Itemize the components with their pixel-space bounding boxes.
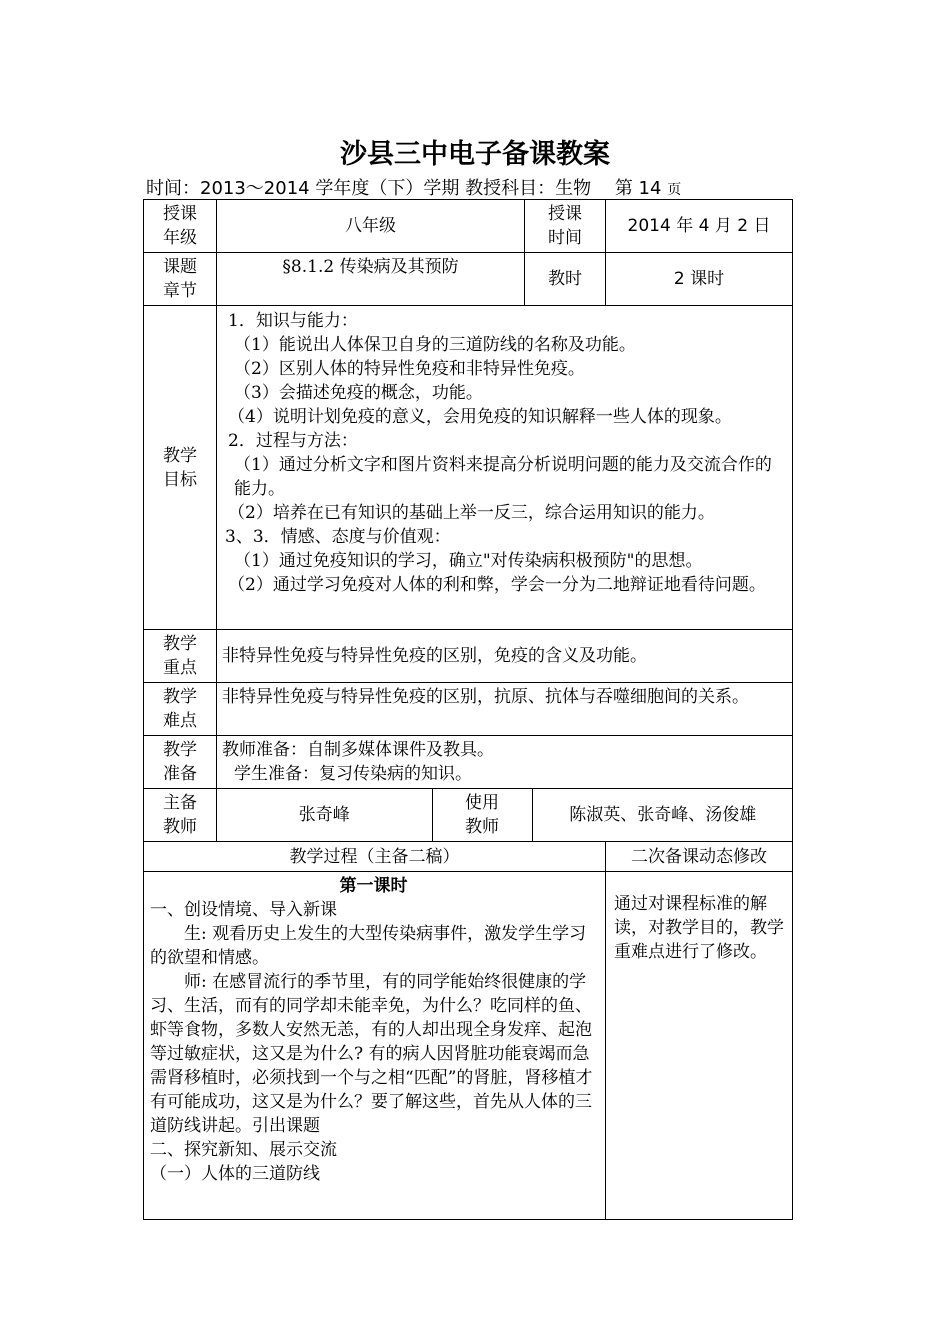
use-teacher-label: 使用 教师 <box>432 789 532 841</box>
objective-line: （1）能说出人体保卫自身的三道防线的名称及功能。 <box>234 335 636 355</box>
use-teacher-value: 陈淑英、张奇峰、汤俊雄 <box>532 789 793 841</box>
process-paragraph: 师: 在感冒流行的季节里，有的同学能始终很健康的学习、生活，而有的同学却未能幸免，为什么？吃同样的鱼、虾等食物，多数人安然无恙，有的人却出现全身发痒、起泡等过敏症状，这又是为什么? 有的病人因肾脏功能衰竭而急需肾移植时，必须找到一个与之相“匹配”的肾脏，肾移植才有可能成功，这又是为什么？要了解这些，首先从人体的三道防线讲起。引出课题 <box>150 972 593 1136</box>
subsection-heading: （一）人体的三道防线 <box>150 1164 320 1184</box>
document-header-line <box>146 174 806 200</box>
objectives-content <box>217 306 793 630</box>
objective-line: （3）会描述免疫的概念，功能。 <box>234 383 483 403</box>
header-page-num: 14 <box>638 178 662 199</box>
preparation-label: 教学 准备 <box>144 736 217 789</box>
difficulties-text: 非特异性免疫与特异性免疫的区别，抗原、抗体与吞噬细胞间的关系。 <box>217 683 793 736</box>
key-points-row <box>144 630 793 683</box>
hours-label: 教时 <box>525 253 606 306</box>
revision-header: 二次备课动态修改 <box>606 842 793 872</box>
hours-value: 2 课时 <box>606 253 793 306</box>
section-heading: 二、探究新知、展示交流 <box>150 1140 337 1160</box>
process-header: 教学过程（主备二稿） <box>144 842 606 872</box>
lesson-plan-table <box>143 199 793 1220</box>
objectives-label: 教学 目标 <box>144 306 217 630</box>
key-points-text: 非特异性免疫与特异性免疫的区别，免疫的含义及功能。 <box>217 630 793 683</box>
objective-line: （1）通过免疫知识的学习，确立"对传染病积极预防"的思想。 <box>234 551 703 571</box>
difficulties-label: 教学 难点 <box>144 683 217 736</box>
objective-line: （4）说明计划免疫的意义，会用免疫的知识解释一些人体的现象。 <box>228 407 732 427</box>
header-page-suffix: 页 <box>667 182 682 198</box>
objective-line: 3、3．情感、态度与价值观： <box>225 527 451 547</box>
process-row <box>144 872 793 1220</box>
lesson-title: 第一课时 <box>339 876 408 896</box>
chapter-value: §8.1.2 传染病及其预防 <box>217 253 525 306</box>
time-label: 授课 时间 <box>525 200 606 253</box>
difficulties-row <box>144 683 793 736</box>
grade-value: 八年级 <box>217 200 525 253</box>
section-heading: 一、创设情境、导入新课 <box>150 900 337 920</box>
main-teacher-value: 张奇峰 <box>217 789 432 841</box>
student-preparation: 学生准备：复习传染病的知识。 <box>234 764 472 784</box>
document-title: 沙县三中电子备课教案 <box>340 139 610 170</box>
objectives-row <box>144 306 793 630</box>
chapter-label: 课题 章节 <box>144 253 217 306</box>
key-points-label: 教学 重点 <box>144 630 217 683</box>
preparation-row <box>144 736 793 789</box>
grade-label: 授课 年级 <box>144 200 217 253</box>
objective-line: （2）区别人体的特异性免疫和非特异性免疫。 <box>234 359 585 379</box>
process-content <box>144 872 606 1220</box>
revision-content: 通过对课程标准的解读，对教学目的，教学重难点进行了修改。 <box>606 872 793 1220</box>
header-page-prefix: 第 <box>614 178 633 199</box>
grade-row <box>144 200 793 253</box>
process-header-row <box>144 842 793 872</box>
main-teacher-label: 主备 教师 <box>144 789 217 842</box>
chapter-row <box>144 253 793 306</box>
objective-line: 1．知识与能力： <box>228 311 358 331</box>
objective-line: 2．过程与方法： <box>228 431 358 451</box>
preparation-content <box>217 736 793 789</box>
header-subject: 教授科目：生物 <box>465 178 592 199</box>
objective-line: （2）培养在已有知识的基础上举一反三，综合运用知识的能力。 <box>228 503 715 523</box>
header-time: 时间：2013～2014 学年度（下）学期 <box>146 178 460 199</box>
time-value: 2014 年 4 月 2 日 <box>606 200 793 253</box>
teachers-inner-table <box>217 789 793 841</box>
teachers-cell <box>217 789 793 842</box>
process-paragraph: 生: 观看历史上发生的大型传染病事件，激发学生学习的欲望和情感。 <box>150 924 587 968</box>
objective-line: （2）通过学习免疫对人体的利和弊，学会一分为二地辩证地看待问题。 <box>228 575 766 595</box>
teacher-preparation: 教师准备：自制多媒体课件及教具。 <box>222 740 494 760</box>
teachers-row <box>144 789 793 842</box>
objective-line: （1）通过分析文字和图片资料来提高分析说明问题的能力及交流合作的能力。 <box>234 455 772 499</box>
